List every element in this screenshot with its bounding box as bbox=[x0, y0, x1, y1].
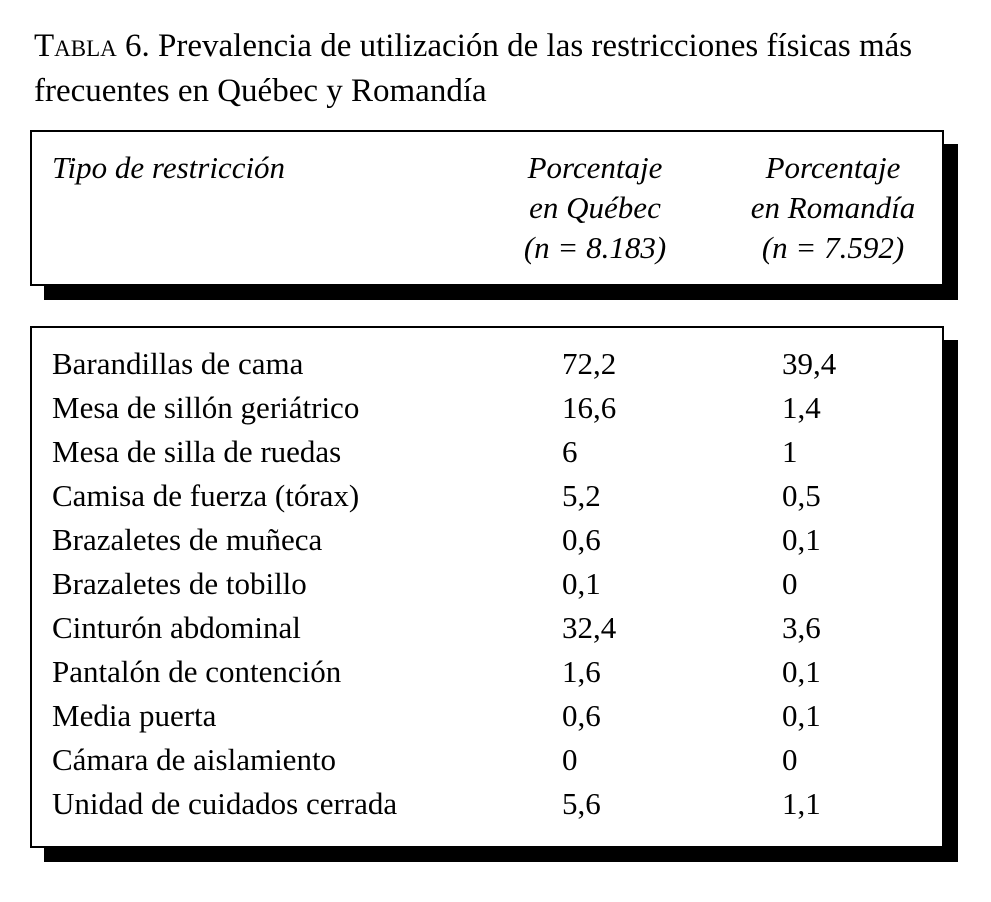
table-caption bbox=[34, 24, 964, 114]
header-quebec-line: (n = 8.183) bbox=[523, 230, 667, 265]
row-value-romandia: 0 bbox=[782, 566, 798, 601]
row-name: Pantalón de contención bbox=[52, 654, 342, 689]
row-value-romandia: 39,4 bbox=[782, 346, 837, 381]
table-row bbox=[32, 430, 942, 474]
row-name: Mesa de sillón geriátrico bbox=[52, 390, 360, 425]
row-value-quebec: 6 bbox=[562, 434, 578, 469]
table-row bbox=[32, 694, 942, 738]
table-header-box bbox=[30, 130, 944, 286]
table-body-box bbox=[30, 326, 944, 848]
header-romandia-line: (n = 7.592) bbox=[761, 230, 905, 265]
row-name: Media puerta bbox=[52, 698, 217, 733]
row-name: Camisa de fuerza (tórax) bbox=[52, 478, 360, 513]
row-value-romandia: 0,5 bbox=[782, 478, 821, 513]
table-row bbox=[32, 386, 942, 430]
table-row bbox=[32, 738, 942, 782]
table-row bbox=[32, 782, 942, 826]
row-name: Cinturón abdominal bbox=[52, 610, 301, 645]
table-row bbox=[32, 606, 942, 650]
row-value-romandia: 0,1 bbox=[782, 698, 821, 733]
table-row bbox=[32, 342, 942, 386]
table-row bbox=[32, 474, 942, 518]
row-value-romandia: 0 bbox=[782, 742, 798, 777]
row-value-romandia: 1,4 bbox=[782, 390, 821, 425]
row-name: Brazaletes de muñeca bbox=[52, 522, 323, 557]
row-value-quebec: 32,4 bbox=[562, 610, 617, 645]
header-quebec-line: Porcentaje bbox=[527, 150, 663, 185]
header-romandia bbox=[722, 148, 944, 268]
header-quebec bbox=[484, 148, 706, 268]
row-name: Brazaletes de tobillo bbox=[52, 566, 307, 601]
header-romandia-line: Porcentaje bbox=[765, 150, 901, 185]
row-value-quebec: 16,6 bbox=[562, 390, 617, 425]
row-name: Barandillas de cama bbox=[52, 346, 304, 381]
row-value-romandia: 1,1 bbox=[782, 786, 821, 821]
row-value-quebec: 72,2 bbox=[562, 346, 617, 381]
header-quebec-line: en Québec bbox=[529, 190, 661, 225]
row-name: Cámara de aislamiento bbox=[52, 742, 337, 777]
row-value-romandia: 0,1 bbox=[782, 654, 821, 689]
table-row bbox=[32, 518, 942, 562]
row-value-romandia: 3,6 bbox=[782, 610, 821, 645]
table-row bbox=[32, 650, 942, 694]
row-value-quebec: 0,6 bbox=[562, 698, 601, 733]
row-value-quebec: 0,1 bbox=[562, 566, 601, 601]
row-value-quebec: 0,6 bbox=[562, 522, 601, 557]
row-value-quebec: 1,6 bbox=[562, 654, 601, 689]
row-value-romandia: 0,1 bbox=[782, 522, 821, 557]
header-romandia-line: en Romandía bbox=[750, 190, 916, 225]
row-name: Unidad de cuidados cerrada bbox=[52, 786, 398, 821]
caption-text: Prevalencia de utilización de las restricciones físicas más frecuentes en Québec y Romandía bbox=[34, 28, 913, 109]
caption-label: Tabla 6. bbox=[34, 28, 150, 64]
row-name: Mesa de silla de ruedas bbox=[52, 434, 342, 469]
table-row bbox=[32, 562, 942, 606]
row-value-quebec: 0 bbox=[562, 742, 578, 777]
row-value-quebec: 5,2 bbox=[562, 478, 601, 513]
row-value-quebec: 5,6 bbox=[562, 786, 601, 821]
header-restriction-type: Tipo de restricción bbox=[52, 150, 286, 185]
row-value-romandia: 1 bbox=[782, 434, 798, 469]
